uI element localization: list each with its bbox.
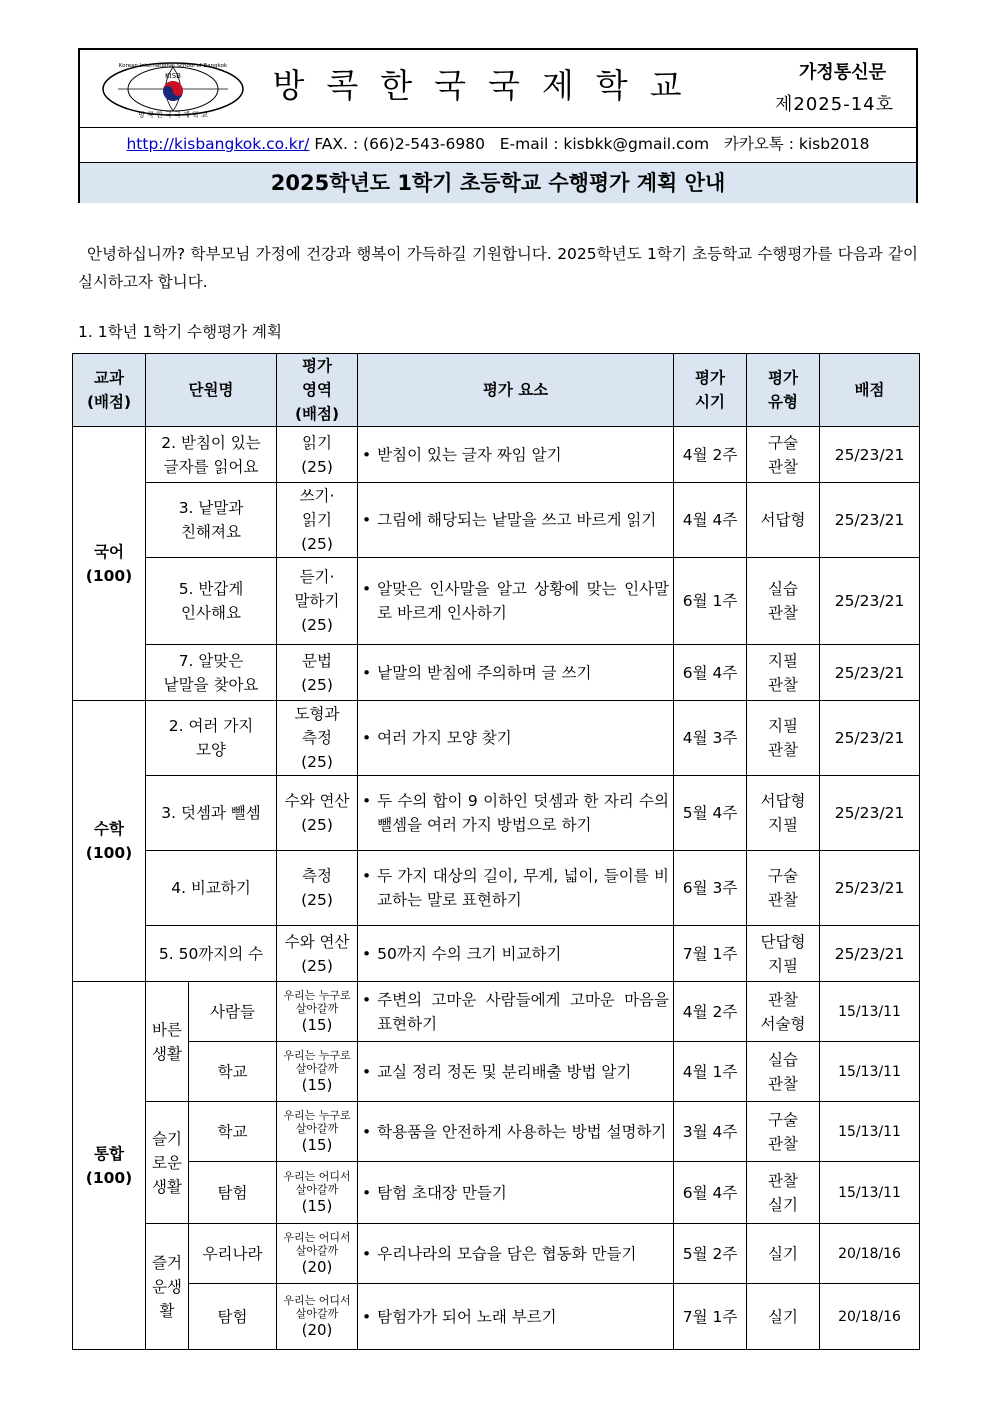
- evaluation-type: 구술 관찰: [747, 1102, 820, 1162]
- table-row: [73, 1284, 920, 1350]
- subject-group: 슬기 로운 생활: [146, 1102, 189, 1224]
- evaluation-time: 5월 4주: [674, 776, 747, 851]
- table-row: [73, 701, 920, 776]
- evaluation-type: 지필 관찰: [747, 701, 820, 776]
- evaluation-area: 수와 연산 (25): [277, 926, 358, 982]
- evaluation-area: 우리는 어디서 살아갈까 (20): [277, 1224, 358, 1284]
- school-logo-icon: [98, 60, 248, 118]
- unit-name: 3. 낱말과 친해져요: [146, 483, 277, 558]
- evaluation-type: 실습 관찰: [747, 558, 820, 645]
- evaluation-element: • 50까지 수의 크기 비교하기: [358, 926, 674, 982]
- evaluation-time: 4월 2주: [674, 982, 747, 1042]
- document-title: 2025학년도 1학기 초등학교 수행평가 계획 안내: [80, 163, 916, 203]
- score: 25/23/21: [820, 645, 920, 701]
- website-link[interactable]: http://kisbangkok.co.kr/: [126, 135, 310, 153]
- table-row: [73, 776, 920, 851]
- evaluation-type: 서답형: [747, 483, 820, 558]
- evaluation-element: • 낱말의 받침에 주의하며 글 쓰기: [358, 645, 674, 701]
- evaluation-time: 6월 4주: [674, 645, 747, 701]
- section-title: 1. 1학년 1학기 수행평가 계획: [78, 323, 282, 341]
- evaluation-area: 쓰기· 읽기 (25): [277, 483, 358, 558]
- issue-number: 제2025-14호: [775, 94, 894, 115]
- evaluation-element: • 학용품을 안전하게 사용하는 방법 설명하기: [358, 1102, 674, 1162]
- table-row: [73, 851, 920, 926]
- unit-name: 학교: [189, 1102, 277, 1162]
- evaluation-time: 4월 1주: [674, 1042, 747, 1102]
- evaluation-time: 7월 1주: [674, 1284, 747, 1350]
- evaluation-element: • 교실 정리 정돈 및 분리배출 방법 알기: [358, 1042, 674, 1102]
- score: 25/23/21: [820, 701, 920, 776]
- evaluation-time: 3월 4주: [674, 1102, 747, 1162]
- subject-group: 바른 생활: [146, 982, 189, 1102]
- evaluation-type: 단답형 지필: [747, 926, 820, 982]
- evaluation-time: 6월 1주: [674, 558, 747, 645]
- contact-info: FAX. : (66)2-543-6980 E-mail : kisbkk@gmail.com 카카오톡 : kisb2018: [314, 135, 870, 153]
- evaluation-area: 우리는 누구로 살아갈까 (15): [277, 982, 358, 1042]
- evaluation-element: • 우리나라의 모습을 담은 협동화 만들기: [358, 1224, 674, 1284]
- unit-name: 2. 받침이 있는 글자를 읽어요: [146, 427, 277, 483]
- evaluation-type: 관찰 서술형: [747, 982, 820, 1042]
- evaluation-element: • 그림에 해당되는 낱말을 쓰고 바르게 읽기: [358, 483, 674, 558]
- score: 15/13/11: [820, 1102, 920, 1162]
- evaluation-element: • 주변의 고마운 사람들에게 고마운 마음을 표현하기: [358, 982, 674, 1042]
- score: 15/13/11: [820, 982, 920, 1042]
- evaluation-area: 읽기 (25): [277, 427, 358, 483]
- evaluation-element: • 탐험 초대장 만들기: [358, 1162, 674, 1224]
- evaluation-type: 지필 관찰: [747, 645, 820, 701]
- unit-name: 학교: [189, 1042, 277, 1102]
- header-area: 평가 영역 (배점): [277, 354, 358, 427]
- svg-text:방 콕 한 국 국 제 학 교: 방 콕 한 국 국 제 학 교: [138, 111, 208, 118]
- svg-text:Korean International School of: Korean International School of Bangkok: [118, 63, 228, 69]
- subject-cell: 국어 (100): [73, 427, 146, 701]
- unit-name: 5. 50까지의 수: [146, 926, 277, 982]
- unit-name: 사람들: [189, 982, 277, 1042]
- letterhead-top-row: [80, 50, 916, 128]
- evaluation-type: 실기: [747, 1284, 820, 1350]
- evaluation-time: 4월 2주: [674, 427, 747, 483]
- header-time: 평가 시기: [674, 354, 747, 427]
- evaluation-area: 우리는 어디서 살아갈까 (20): [277, 1284, 358, 1350]
- svg-text:KISB: KISB: [165, 72, 181, 80]
- unit-name: 우리나라: [189, 1224, 277, 1284]
- evaluation-type: 서답형 지필: [747, 776, 820, 851]
- evaluation-element: • 여러 가지 모양 찾기: [358, 701, 674, 776]
- evaluation-element: • 두 수의 합이 9 이하인 덧셈과 한 자리 수의 뺄셈을 여러 가지 방법으로 하기: [358, 776, 674, 851]
- table-row: [73, 558, 920, 645]
- table-row: [73, 427, 920, 483]
- evaluation-area: 수와 연산 (25): [277, 776, 358, 851]
- evaluation-element: • 탐험가가 되어 노래 부르기: [358, 1284, 674, 1350]
- school-name: 방콕한국국제학교: [272, 66, 704, 105]
- unit-name: 탐험: [189, 1162, 277, 1224]
- score: 20/18/16: [820, 1284, 920, 1350]
- evaluation-element: • 받침이 있는 글자 짜임 알기: [358, 427, 674, 483]
- evaluation-element: • 알맞은 인사말을 알고 상황에 맞는 인사말로 바르게 인사하기: [358, 558, 674, 645]
- score: 25/23/21: [820, 851, 920, 926]
- table-row: [73, 645, 920, 701]
- header-score: 배점: [820, 354, 920, 427]
- contact-row: [80, 127, 916, 163]
- evaluation-type: 실기: [747, 1224, 820, 1284]
- evaluation-area: 측정 (25): [277, 851, 358, 926]
- evaluation-area: 우리는 누구로 살아갈까 (15): [277, 1102, 358, 1162]
- evaluation-type: 관찰 실기: [747, 1162, 820, 1224]
- evaluation-element: • 두 가지 대상의 길이, 무게, 넓이, 들이를 비교하는 말로 표현하기: [358, 851, 674, 926]
- subject-group: 즐거 운생 활: [146, 1224, 189, 1350]
- evaluation-type: 구술 관찰: [747, 851, 820, 926]
- header-type: 평가 유형: [747, 354, 820, 427]
- subject-cell: 수학 (100): [73, 701, 146, 982]
- header-subject: 교과 (배점): [73, 354, 146, 427]
- header-element: 평가 요소: [358, 354, 674, 427]
- evaluation-time: 4월 4주: [674, 483, 747, 558]
- letterhead: [78, 48, 918, 203]
- evaluation-area: 도형과 측정 (25): [277, 701, 358, 776]
- assessment-plan-table: [72, 353, 920, 1350]
- score: 25/23/21: [820, 558, 920, 645]
- table-row: [73, 1102, 920, 1162]
- table-header-row: [73, 354, 920, 427]
- unit-name: 3. 덧셈과 뺄셈: [146, 776, 277, 851]
- score: 25/23/21: [820, 926, 920, 982]
- evaluation-time: 6월 3주: [674, 851, 747, 926]
- score: 20/18/16: [820, 1224, 920, 1284]
- evaluation-area: 듣기· 말하기 (25): [277, 558, 358, 645]
- unit-name: 탐험: [189, 1284, 277, 1350]
- unit-name: 4. 비교하기: [146, 851, 277, 926]
- score: 25/23/21: [820, 776, 920, 851]
- header-unit: 단원명: [146, 354, 277, 427]
- evaluation-time: 7월 1주: [674, 926, 747, 982]
- table-row: [73, 1224, 920, 1284]
- intro-paragraph: 안녕하십니까? 학부모님 가정에 건강과 행복이 가득하길 기원합니다. 2025학년도 1학기 초등학교 수행평가를 다음과 같이 실시하고자 합니다.: [78, 245, 918, 291]
- score: 15/13/11: [820, 1042, 920, 1102]
- subject-cell: 통합 (100): [73, 982, 146, 1350]
- table-row: [73, 1042, 920, 1102]
- evaluation-area: 우리는 어디서 살아갈까 (15): [277, 1162, 358, 1224]
- unit-name: 5. 반갑게 인사해요: [146, 558, 277, 645]
- unit-name: 7. 알맞은 낱말을 찾아요: [146, 645, 277, 701]
- score: 15/13/11: [820, 1162, 920, 1224]
- evaluation-area: 우리는 누구로 살아갈까 (15): [277, 1042, 358, 1102]
- evaluation-type: 구술 관찰: [747, 427, 820, 483]
- score: 25/23/21: [820, 427, 920, 483]
- score: 25/23/21: [820, 483, 920, 558]
- table-row: [73, 1162, 920, 1224]
- evaluation-time: 4월 3주: [674, 701, 747, 776]
- table-row: [73, 483, 920, 558]
- evaluation-time: 6월 4주: [674, 1162, 747, 1224]
- newsletter-label: 가정통신문: [799, 62, 886, 83]
- evaluation-time: 5월 2주: [674, 1224, 747, 1284]
- evaluation-type: 실습 관찰: [747, 1042, 820, 1102]
- evaluation-area: 문법 (25): [277, 645, 358, 701]
- table-row: [73, 982, 920, 1042]
- table-row: [73, 926, 920, 982]
- unit-name: 2. 여러 가지 모양: [146, 701, 277, 776]
